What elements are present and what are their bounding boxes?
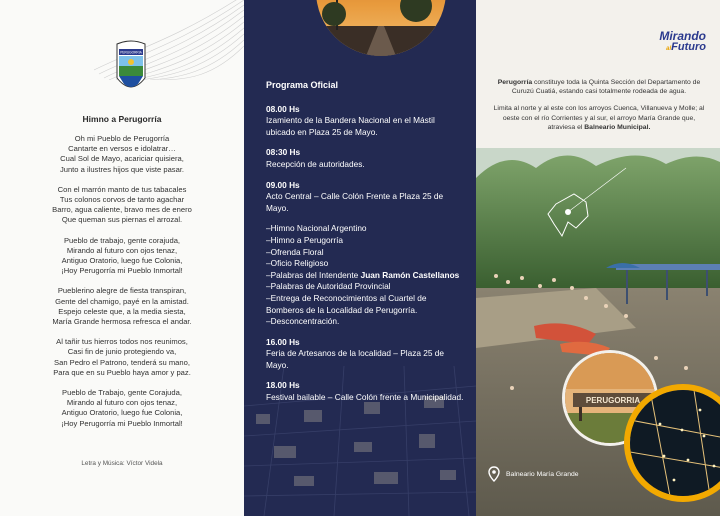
lyric-line: Mirando al futuro con ojos tenaz, — [66, 398, 178, 408]
lyric-line: Que queman sus piernas el arrozal. — [61, 215, 183, 225]
lyric-line: Mirando al futuro con ojos tenaz, — [66, 245, 178, 255]
sunset-street-photo — [316, 0, 446, 56]
lyric-line: Barro, agua caliente, bravo mes de enero — [52, 205, 192, 215]
map-pin-icon — [488, 466, 500, 482]
program-description: Feria de Artesanos de la localidad – Plaza 25 de Mayo. — [266, 348, 445, 370]
program-description: Festival bailable – Calle Colón frente a Municipalidad. — [266, 392, 464, 403]
program-time: 08.00 Hs — [266, 103, 300, 114]
limits-text: Limita al norte y al este con los arroyos Cuenca, Villanueva y Molle; al oeste con el río Corrientes y al sur, el arroyo María Grande que, atraviesa el — [493, 105, 705, 131]
ceremony-list-item: –Desconcentración. — [266, 316, 340, 327]
municipal-crest-icon — [114, 40, 148, 96]
logo-word: Futuro — [671, 41, 706, 53]
logo-line-2 — [659, 42, 706, 55]
location-label: Balneario María Grande — [506, 470, 579, 478]
speech-prefix: –Palabras del Intendente — [266, 269, 361, 280]
program-time: 18.00 Hs — [266, 380, 300, 391]
ceremony-list-item: –Palabras de Autoridad Provincial — [266, 281, 391, 292]
lyric-line: Con el marrón manto de tus tabacales — [57, 184, 187, 194]
info-panel — [476, 0, 720, 516]
stanza — [0, 286, 244, 327]
program-time: 16.00 Hs — [266, 336, 300, 347]
ceremony-list-item: –Himno Nacional Argentino — [266, 223, 367, 234]
hymn-panel — [0, 0, 244, 516]
town-sign-text: PERUGORRIA — [585, 396, 641, 405]
lyric-line: ¡Hoy Perugorría mi Pueblo Inmortal! — [61, 266, 183, 276]
program-description: Acto Central – Calle Colón Frente a Plaza 25 de Mayo. — [266, 191, 444, 213]
intro-text: constituye toda la Quinta Sección del Departamento de Curuzú Cuatiá, estando casi totalmente rodeada de agua. — [511, 79, 701, 96]
ceremony-list-item: –Himno a Perugorría — [266, 234, 344, 245]
stanza — [0, 337, 244, 378]
program-content — [266, 80, 466, 413]
lyric-line: Oh mi Pueblo de Perugorría — [74, 134, 170, 143]
lyric-line: Tus colonos corvos de tanto agachar — [59, 195, 185, 205]
program-item — [266, 337, 466, 372]
lyric-line: Para que en su Pueblo haya amor y paz. — [53, 367, 191, 377]
lyric-line: María Grande hermosa refresca el andar. — [52, 317, 192, 327]
logo-line-1: Mirando — [659, 29, 706, 43]
program-item — [266, 104, 466, 139]
town-name: Perugorría — [497, 79, 533, 86]
hymn-title: Himno a Perugorría — [82, 114, 162, 124]
balneario-name: Balneario Municipal. — [584, 123, 651, 131]
ceremony-list-item: –Ofrenda Floral — [266, 246, 324, 257]
program-panel — [244, 0, 476, 516]
hymn-credit: Letra y Música: Víctor Videla — [81, 460, 163, 467]
program-title: Programa Oficial — [266, 80, 339, 90]
lyric-line: ¡Hoy Perugorría mi Pueblo Inmortal! — [61, 418, 183, 428]
stanza — [0, 388, 244, 429]
lyric-line: San Pedro el Patrono, tenderá su mano, — [54, 357, 190, 367]
intro-paragraph — [490, 78, 708, 96]
lyric-line: Cantarte en versos e idolatrar… — [68, 144, 176, 154]
lyric-line: Al tañir tus hierros todos nos reunimos, — [56, 337, 188, 347]
lyric-line: Pueblerino alegre de fiesta transpiran, — [57, 286, 187, 296]
stanza — [0, 134, 244, 175]
lyric-line: Antiguo Oratorio, luego fue Colonia, — [61, 408, 183, 418]
mayor-name: Juan Ramón Castellanos — [360, 269, 460, 280]
lyric-line: Junto a ilustres hijos que viste pasar. — [59, 164, 185, 174]
lyric-line: Pueblo de trabajo, gente corajuda, — [63, 235, 181, 245]
hymn-lyrics — [0, 134, 244, 439]
mirando-al-futuro-logo — [659, 30, 706, 55]
lyric-line: Gente del chamigo, payé en la amistad. — [55, 296, 189, 306]
logo-small: al — [666, 46, 672, 52]
program-time: 08:30 Hs — [266, 147, 301, 158]
limits-paragraph — [490, 104, 708, 132]
crest-text: PERUGORRIA — [120, 50, 142, 55]
program-item — [266, 380, 466, 403]
lyric-line: Pueblo de Trabajo, gente Corajuda, — [62, 388, 182, 398]
lyric-line: Casi fin de junio protegiendo va, — [67, 347, 177, 357]
ceremony-list-item — [266, 270, 466, 282]
program-description: Recepción de autoridades. — [266, 158, 365, 169]
town-intro — [490, 78, 708, 140]
stanza — [0, 185, 244, 226]
ceremony-list — [266, 223, 466, 327]
program-description: Izamiento de la Bandera Nacional en el Mástil ubicado en Plaza 25 de Mayo. — [266, 115, 435, 137]
program-item — [266, 147, 466, 170]
lyric-line: Cual Sol de Mayo, acariciar quisiera, — [60, 154, 184, 164]
program-time: 09.00 Hs — [266, 179, 300, 190]
lyric-line: Antiguo Oratorio, luego fue Colonia, — [61, 256, 183, 266]
ceremony-list-item: –Oficio Religioso — [266, 258, 329, 269]
location-tag — [488, 466, 579, 482]
lyric-line: Espejo celeste que, a la media siesta, — [58, 306, 186, 316]
program-item — [266, 180, 466, 215]
ceremony-list-item: –Entrega de Reconocimientos al Cuartel de Bomberos de la Localidad de Perugorría. — [266, 292, 427, 315]
stanza — [0, 236, 244, 277]
